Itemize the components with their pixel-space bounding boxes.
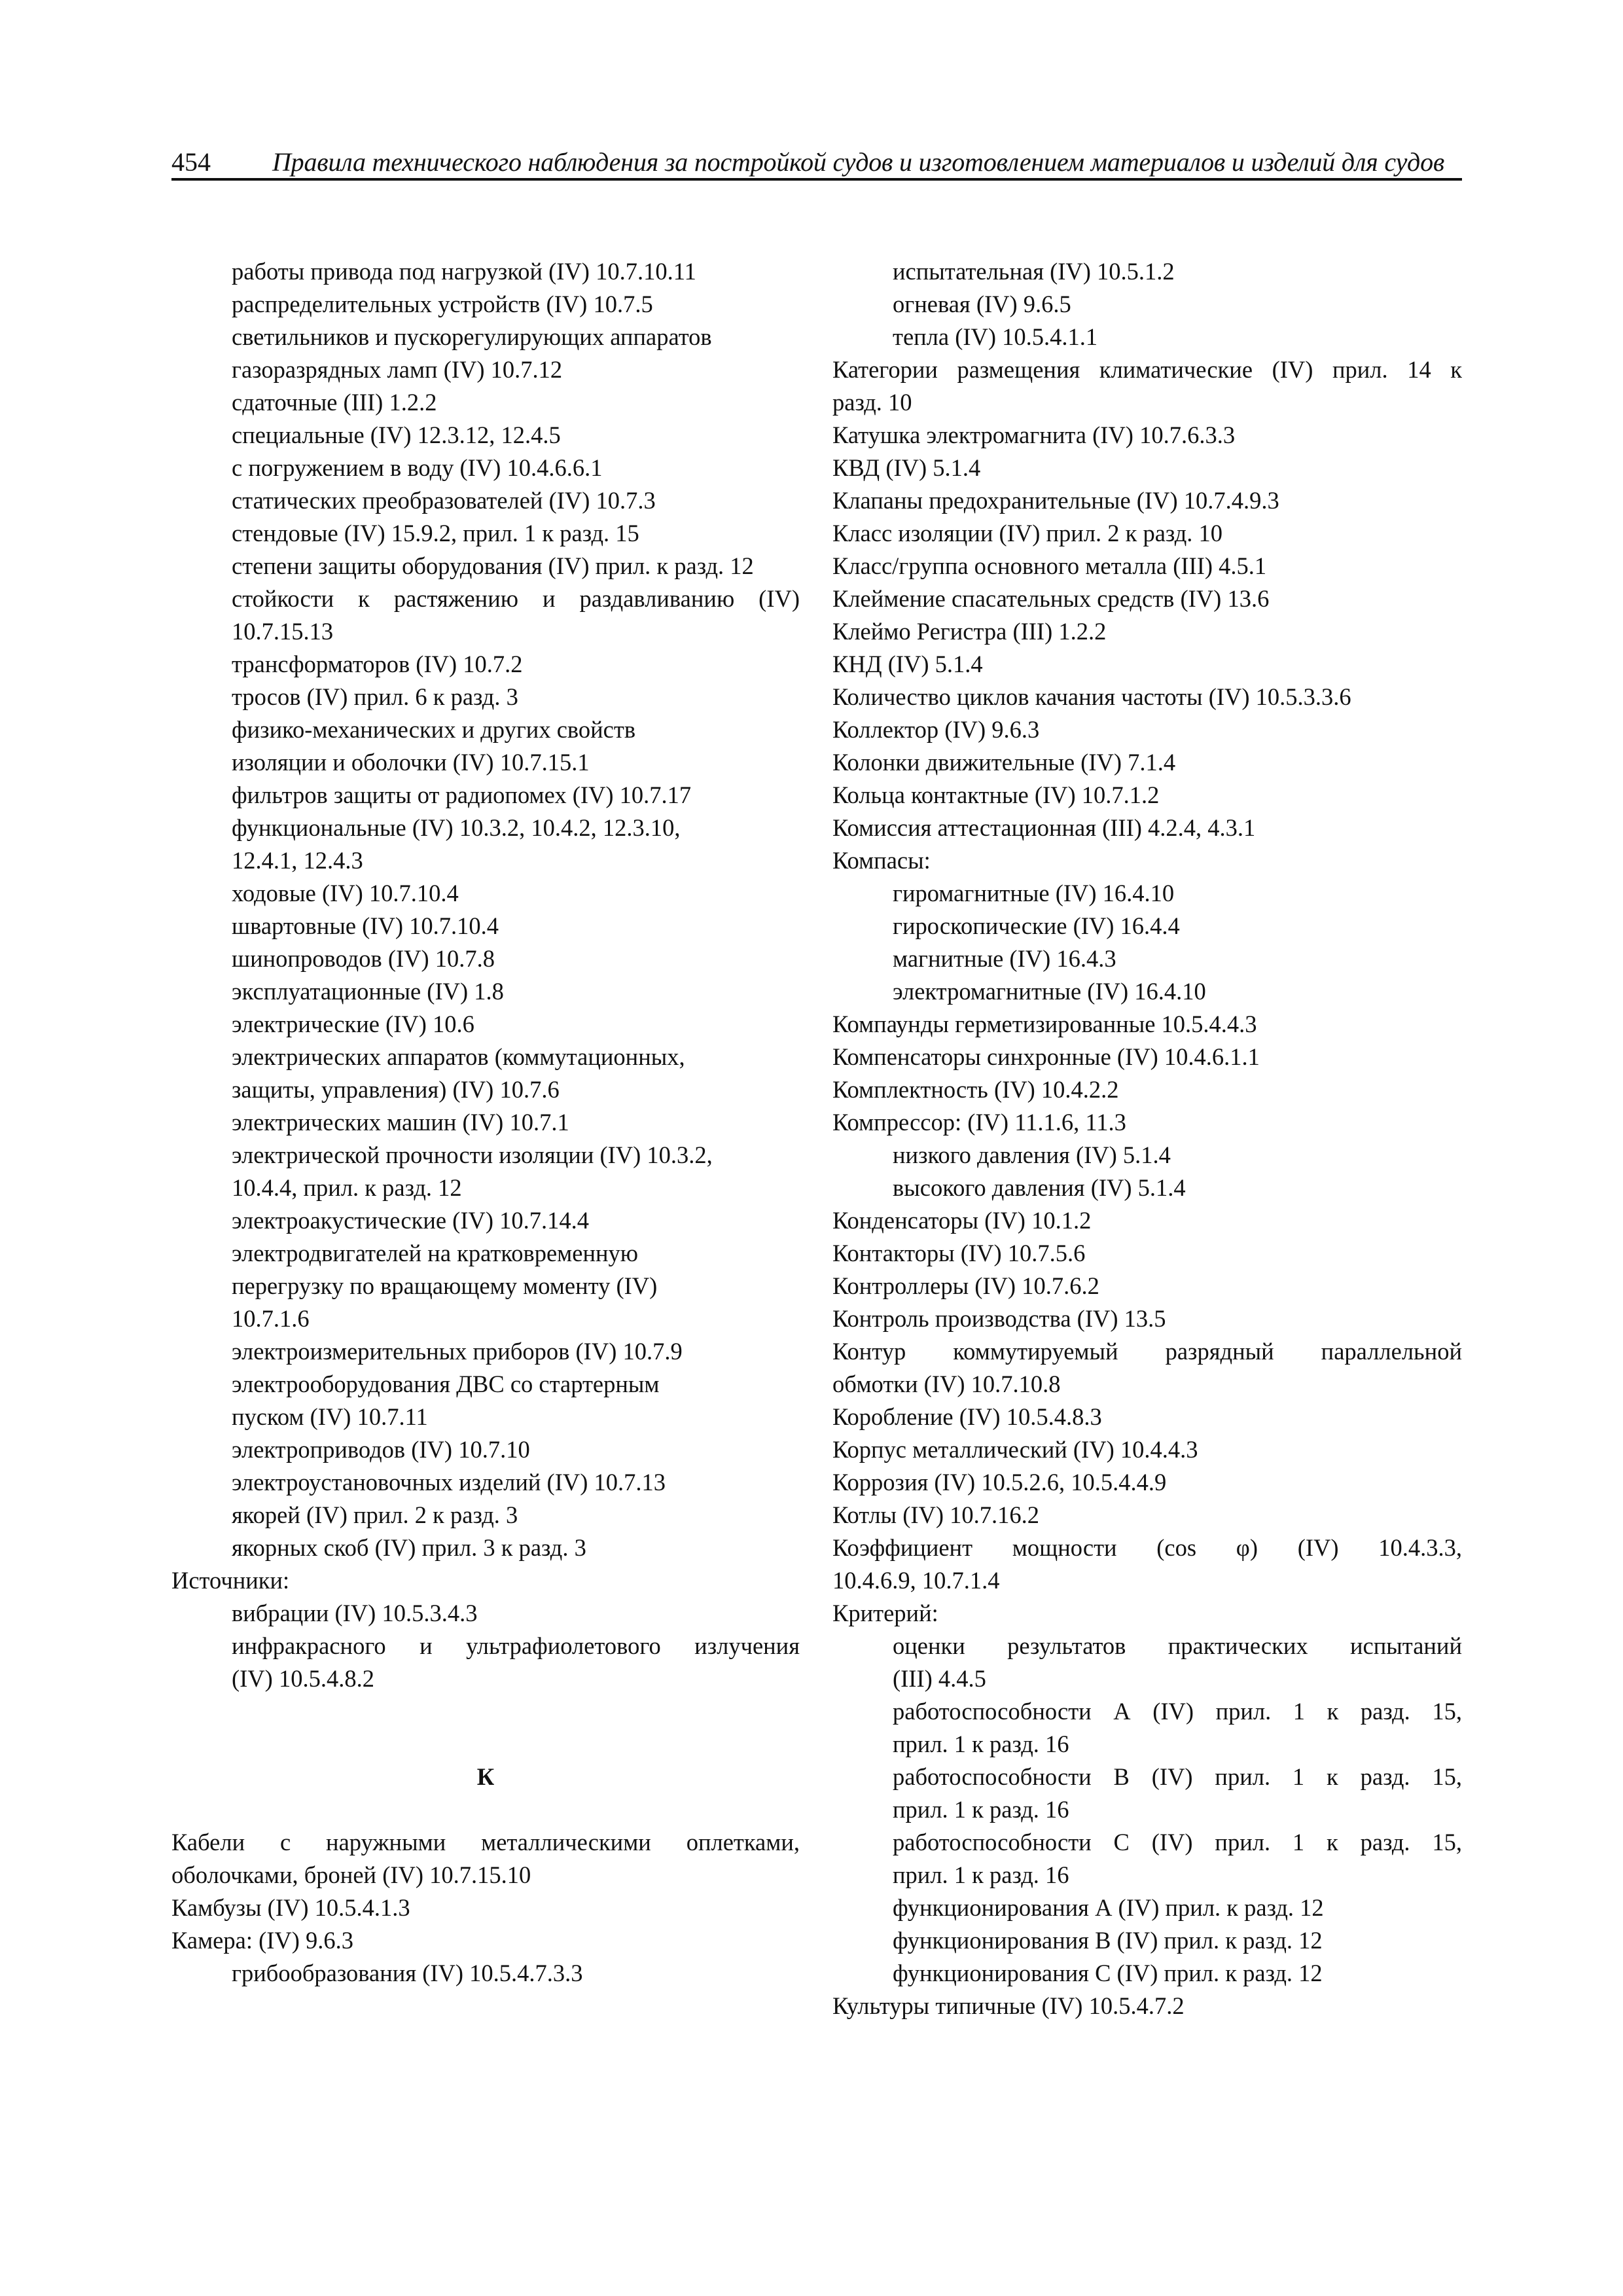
index-subentry: прил. 1 к разд. 16	[893, 1861, 1069, 1888]
index-subentry: тросов (IV) прил. 6 к разд. 3	[232, 683, 518, 710]
index-entry: Компрессор: (IV) 11.1.6, 11.3	[832, 1109, 1126, 1136]
index-entry: КНД (IV) 5.1.4	[832, 651, 983, 677]
index-subentry: электрические (IV) 10.6	[232, 1011, 474, 1037]
index-subentry: работы привода под нагрузкой (IV) 10.7.10.11	[232, 258, 696, 285]
index-subentry: трансформаторов (IV) 10.7.2	[232, 651, 523, 677]
index-subentry: электрической прочности изоляции (IV) 10.3.2,	[232, 1141, 713, 1168]
index-entry: 10.4.6.9, 10.7.1.4	[832, 1567, 1000, 1594]
index-subentry: светильников и пускорегулирующих аппаратов	[232, 323, 712, 350]
index-subentry: 10.7.15.13	[232, 618, 334, 645]
index-subentry: электроизмерительных приборов (IV) 10.7.9	[232, 1338, 683, 1365]
index-entry: Корпус металлический (IV) 10.4.4.3	[832, 1436, 1198, 1463]
index-entry: Камбузы (IV) 10.5.4.1.3	[171, 1894, 410, 1921]
index-subentry: функциональные (IV) 10.3.2, 10.4.2, 12.3.10,	[232, 814, 681, 841]
index-entry: Кабели с наружными металлическими оплетками,	[171, 1829, 800, 1856]
index-subentry: якорных скоб (IV) прил. 3 к разд. 3	[232, 1534, 586, 1561]
index-entry: Контакторы (IV) 10.7.5.6	[832, 1240, 1086, 1266]
index-subentry: 12.4.1, 12.4.3	[232, 847, 363, 874]
index-subentry: электроприводов (IV) 10.7.10	[232, 1436, 530, 1463]
index-subentry: гироскопические (IV) 16.4.4	[893, 912, 1180, 939]
spacer	[171, 1695, 800, 1728]
index-subentry: (IV) 10.5.4.8.2	[232, 1665, 374, 1692]
index-subentry: электроустановочных изделий (IV) 10.7.13	[232, 1469, 666, 1496]
index-subentry: гиромагнитные (IV) 16.4.10	[893, 880, 1175, 906]
index-entry: Культуры типичные (IV) 10.5.4.7.2	[832, 1992, 1185, 2019]
index-entry: Клеймение спасательных средств (IV) 13.6	[832, 585, 1270, 612]
index-entry: Класс/группа основного металла (III) 4.5.1	[832, 552, 1267, 579]
index-column-left	[171, 255, 800, 1990]
index-subentry: высокого давления (IV) 5.1.4	[893, 1174, 1186, 1201]
index-subentry: 10.7.1.6	[232, 1305, 310, 1332]
index-subentry: электромагнитные (IV) 16.4.10	[893, 978, 1206, 1005]
index-subentry: сдаточные (III) 1.2.2	[232, 389, 437, 416]
index-entry: Конденсаторы (IV) 10.1.2	[832, 1207, 1092, 1234]
index-entry: Клеймо Регистра (III) 1.2.2	[832, 618, 1107, 645]
running-header	[171, 143, 1462, 182]
index-subentry: электрических машин (IV) 10.7.1	[232, 1109, 569, 1136]
index-subentry: магнитные (IV) 16.4.3	[893, 945, 1116, 972]
index-subentry: функционирования С (IV) прил. к разд. 12	[893, 1960, 1323, 1986]
header-rule	[171, 178, 1462, 181]
index-entry: Катушка электромагнита (IV) 10.7.6.3.3	[832, 422, 1236, 448]
index-entry: Кольца контактные (IV) 10.7.1.2	[832, 781, 1160, 808]
index-entry: оболочками, броней (IV) 10.7.15.10	[171, 1861, 531, 1888]
index-entry: Контроллеры (IV) 10.7.6.2	[832, 1272, 1099, 1299]
index-entry: Коллектор (IV) 9.6.3	[832, 716, 1040, 743]
index-subentry: электроакустические (IV) 10.7.14.4	[232, 1207, 590, 1234]
index-entry: КВД (IV) 5.1.4	[832, 454, 981, 481]
index-subentry: работоспособности А (IV) прил. 1 к разд. 15,	[893, 1698, 1462, 1725]
index-subentry: изоляции и оболочки (IV) 10.7.15.1	[232, 749, 590, 776]
index-entry: Компасы:	[832, 847, 931, 874]
index-entry: Комплектность (IV) 10.4.2.2	[832, 1076, 1119, 1103]
index-entry: Класс изоляции (IV) прил. 2 к разд. 10	[832, 520, 1223, 547]
index-entry: Коэффициент мощности (cos φ) (IV) 10.4.3.3,	[832, 1534, 1462, 1561]
section-letter: К	[476, 1763, 495, 1790]
index-subentry: швартовные (IV) 10.7.10.4	[232, 912, 499, 939]
index-subentry: электродвигателей на кратковременную	[232, 1240, 639, 1266]
index-entry: Камера: (IV) 9.6.3	[171, 1927, 354, 1954]
index-subentry: стойкости к растяжению и раздавливанию (IV)	[232, 585, 800, 612]
index-subentry: электрооборудования ДВС со стартерным	[232, 1371, 660, 1397]
index-subentry: 10.4.4, прил. к разд. 12	[232, 1174, 462, 1201]
index-subentry: грибообразования (IV) 10.5.4.7.3.3	[232, 1960, 583, 1986]
index-subentry: прил. 1 к разд. 16	[893, 1796, 1069, 1823]
index-subentry: (III) 4.4.5	[893, 1665, 986, 1692]
index-subentry: степени защиты оборудования (IV) прил. к разд. 12	[232, 552, 754, 579]
index-subentry: электрических аппаратов (коммутационных,	[232, 1043, 685, 1070]
index-entry: Критерий:	[832, 1600, 938, 1626]
index-entry: Контур коммутируемый разрядный параллельной	[832, 1338, 1462, 1365]
index-entry: Комиссия аттестационная (III) 4.2.4, 4.3.1	[832, 814, 1256, 841]
index-entry: Компенсаторы синхронные (IV) 10.4.6.1.1	[832, 1043, 1260, 1070]
index-entry: Коррозия (IV) 10.5.2.6, 10.5.4.4.9	[832, 1469, 1167, 1496]
index-subentry: специальные (IV) 12.3.12, 12.4.5	[232, 422, 561, 448]
index-entry: Клапаны предохранительные (IV) 10.7.4.9.3	[832, 487, 1279, 514]
index-subentry: защиты, управления) (IV) 10.7.6	[232, 1076, 560, 1103]
index-subentry: низкого давления (IV) 5.1.4	[893, 1141, 1171, 1168]
index-subentry: функционирования А (IV) прил. к разд. 12	[893, 1894, 1324, 1921]
index-subentry: статических преобразователей (IV) 10.7.3	[232, 487, 656, 514]
index-subentry: эксплуатационные (IV) 1.8	[232, 978, 504, 1005]
index-entry: Котлы (IV) 10.7.16.2	[832, 1501, 1040, 1528]
index-subentry: фильтров защиты от радиопомех (IV) 10.7.17	[232, 781, 692, 808]
spacer	[171, 1728, 800, 1761]
index-subentry: огневая (IV) 9.6.5	[893, 291, 1071, 317]
index-subentry: испытательная (IV) 10.5.1.2	[893, 258, 1175, 285]
index-subentry: тепла (IV) 10.5.4.1.1	[893, 323, 1098, 350]
index-subentry: стендовые (IV) 15.9.2, прил. 1 к разд. 15	[232, 520, 639, 547]
index-subentry: работоспособности В (IV) прил. 1 к разд. 15,	[893, 1763, 1462, 1790]
index-entry: Категории размещения климатические (IV) прил. 14 к	[832, 356, 1462, 383]
index-subentry: функционирования В (IV) прил. к разд. 12	[893, 1927, 1323, 1954]
index-entry: Колонки движительные (IV) 7.1.4	[832, 749, 1176, 776]
index-subentry: якорей (IV) прил. 2 к разд. 3	[232, 1501, 518, 1528]
index-column-right	[832, 255, 1462, 2022]
index-subentry: пуском (IV) 10.7.11	[232, 1403, 428, 1430]
index-subentry: перегрузку по вращающему моменту (IV)	[232, 1272, 658, 1299]
index-entry: Источники:	[171, 1567, 290, 1594]
index-subentry: физико-механических и других свойств	[232, 716, 636, 743]
index-entry: Коробление (IV) 10.5.4.8.3	[832, 1403, 1102, 1430]
index-subentry: работоспособности С (IV) прил. 1 к разд. 15,	[893, 1829, 1462, 1856]
running-title: Правила технического наблюдения за постройкой судов и изготовлением материалов и изделий для судов	[272, 147, 1445, 177]
index-subentry: вибрации (IV) 10.5.3.4.3	[232, 1600, 478, 1626]
page-number: 454	[171, 147, 211, 177]
index-entry: Компаунды герметизированные 10.5.4.4.3	[832, 1011, 1257, 1037]
index-entry: разд. 10	[832, 389, 912, 416]
spacer	[171, 1793, 800, 1826]
index-entry: обмотки (IV) 10.7.10.8	[832, 1371, 1061, 1397]
index-subentry: оценки результатов практических испытаний	[893, 1632, 1462, 1659]
index-subentry: прил. 1 к разд. 16	[893, 1731, 1069, 1757]
index-subentry: с погружением в воду (IV) 10.4.6.6.1	[232, 454, 603, 481]
index-subentry: распределительных устройств (IV) 10.7.5	[232, 291, 653, 317]
index-subentry: ходовые (IV) 10.7.10.4	[232, 880, 459, 906]
index-subentry: шинопроводов (IV) 10.7.8	[232, 945, 495, 972]
index-entry: Количество циклов качания частоты (IV) 10.5.3.3.6	[832, 683, 1351, 710]
index-entry: Контроль производства (IV) 13.5	[832, 1305, 1166, 1332]
index-subentry: инфракрасного и ультрафиолетового излучения	[232, 1632, 800, 1659]
index-subentry: газоразрядных ламп (IV) 10.7.12	[232, 356, 563, 383]
